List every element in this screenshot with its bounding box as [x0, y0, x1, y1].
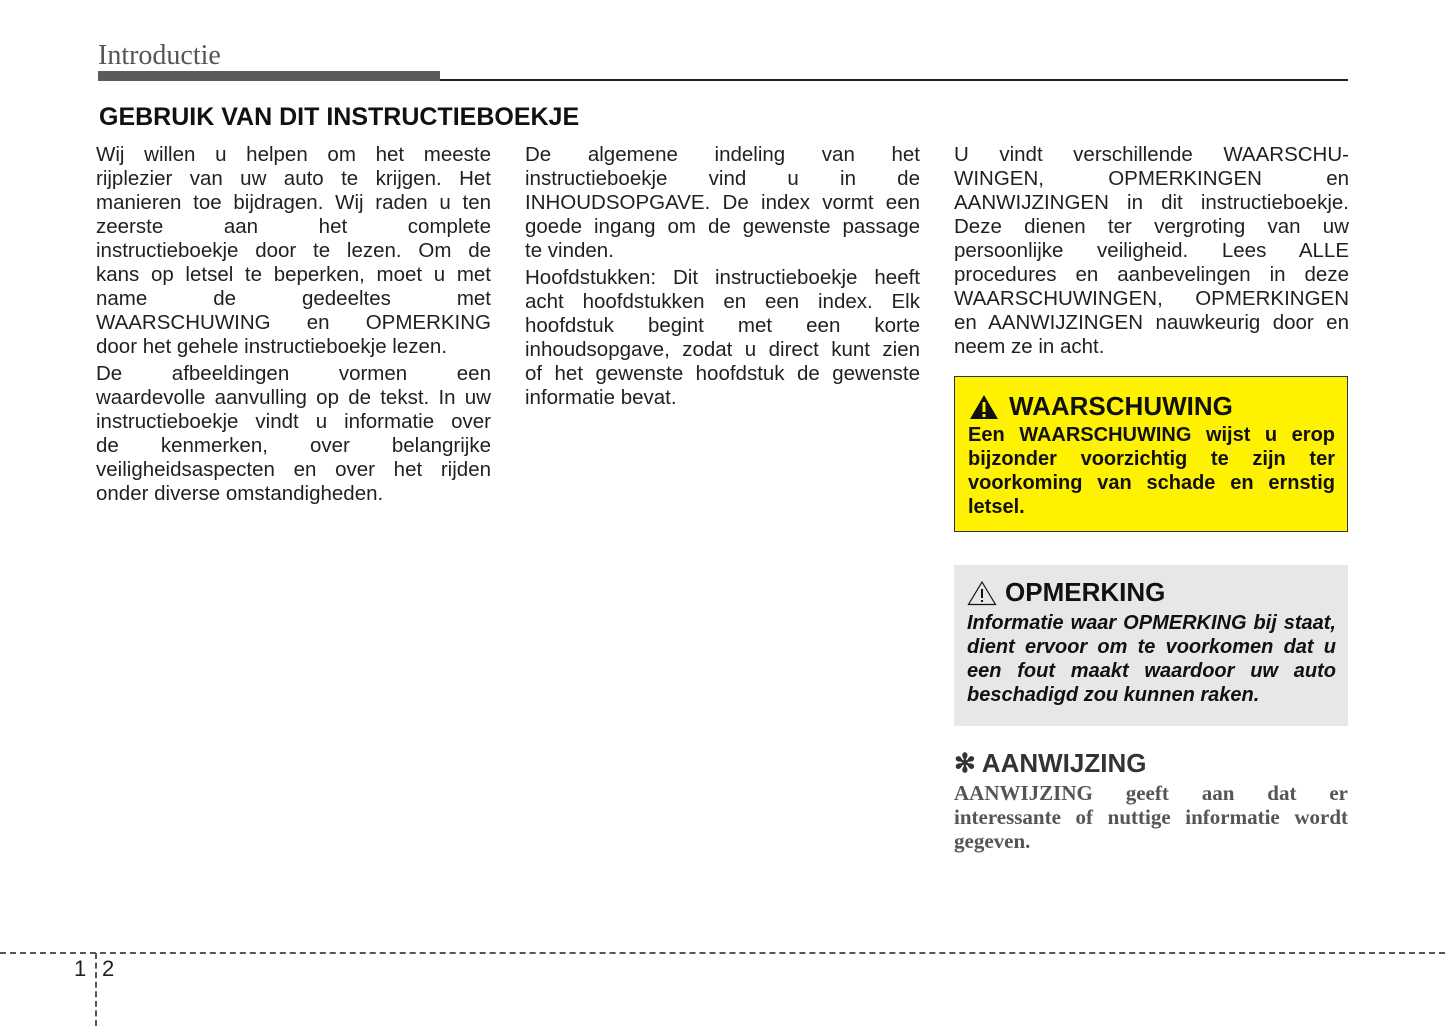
text-line: te vinden.	[525, 239, 614, 262]
text-line: instructieboekje vindt u informatie over	[96, 410, 491, 433]
text-line: onder diverse omstandigheden.	[96, 482, 384, 505]
text-line: kans op letsel te beperken, moet u met	[96, 263, 491, 286]
text-line: persoonlijke veiligheid. Lees ALLE	[954, 239, 1349, 262]
warning-box	[954, 376, 1348, 532]
paragraph	[96, 362, 491, 506]
hint-heading	[954, 748, 1146, 779]
hint-text: AANWIJZING geeft aan dat er interessante of nuttige informatie wordt gegeven.	[954, 781, 1348, 853]
paragraph	[96, 143, 491, 359]
text-column-1	[96, 143, 491, 509]
paragraph	[525, 143, 920, 263]
text-line: goede ingang om de gewenste passage	[525, 215, 920, 238]
text-line: neem ze in acht.	[954, 335, 1105, 358]
text-column-3	[954, 143, 1349, 362]
text-line: veiligheidsaspecten en over het rijden	[96, 458, 491, 481]
text-line: AANWIJZINGEN in dit instructieboekje.	[954, 191, 1349, 214]
footer-page-divider	[95, 953, 97, 1026]
text-line: name de gedeeltes met	[96, 287, 491, 310]
warning-text: Een WAARSCHUWING wijst u erop bijzonder voorzichtig te zijn ter voorkoming van schade en ernstig letsel.	[968, 424, 1335, 518]
text-line: door het gehele instructieboekje lezen.	[96, 335, 448, 358]
text-line: hoofdstuk begint met een korte	[525, 314, 920, 337]
section-title: Introductie	[98, 40, 221, 71]
text-line: rijplezier van uw auto te krijgen. Het	[96, 167, 491, 190]
text-line: Hoofdstukken: Dit instructieboekje heeft	[525, 266, 920, 289]
text-line: acht hoofdstukken en een index. Elk	[525, 290, 920, 313]
text-line: instructieboekje vind u in de	[525, 167, 920, 190]
text-line: of het gewenste hoofdstuk de gewenste	[525, 362, 920, 385]
text-line: WINGEN, OPMERKINGEN en	[954, 167, 1349, 190]
warning-triangle-outline-icon	[967, 580, 997, 606]
text-line: De afbeeldingen vormen een	[96, 362, 491, 385]
text-line: U vindt verschillende WAARSCHU-	[954, 143, 1349, 166]
note-title: OPMERKING	[1005, 577, 1166, 607]
footer-divider	[0, 952, 1445, 954]
text-line: Wij willen u helpen om het meeste	[96, 143, 491, 166]
text-line: en AANWIJZINGEN nauwkeurig door en	[954, 311, 1349, 334]
text-line: procedures en aanbevelingen in deze	[954, 263, 1349, 286]
text-line: waardevolle aanvulling op de tekst. In uw	[96, 386, 491, 409]
text-line: zeerste aan het complete	[96, 215, 491, 238]
text-line: informatie bevat.	[525, 386, 677, 409]
asterisk-icon: ✻	[954, 748, 976, 778]
text-line: Deze dienen ter vergroting van uw	[954, 215, 1349, 238]
warning-title: WAARSCHUWING	[1009, 391, 1233, 421]
note-text: Informatie waar OPMERKING bij staat, dient ervoor om te voorkomen dat u een fout maakt waardoor uw auto beschadigd zou kunnen raken.	[967, 612, 1336, 706]
text-line: instructieboekje door te lezen. Om de	[96, 239, 491, 262]
warning-triangle-filled-icon	[969, 394, 999, 420]
text-line: WAARSCHUWING en OPMERKING	[96, 311, 491, 334]
paragraph	[954, 143, 1349, 359]
note-box	[954, 565, 1348, 726]
text-line: INHOUDSOPGAVE. De index vormt een	[525, 191, 920, 214]
header-bar	[98, 71, 440, 81]
paragraph	[525, 266, 920, 410]
text-column-2	[525, 143, 920, 413]
text-line: de kenmerken, over belangrijke	[96, 434, 491, 457]
hint-title: AANWIJZING	[981, 748, 1147, 778]
text-line: inhoudsopgave, zodat u direct kunt zien	[525, 338, 920, 361]
text-line: WAARSCHUWINGEN, OPMERKINGEN	[954, 287, 1349, 310]
text-line: De algemene indeling van het	[525, 143, 920, 166]
chapter-number: 1	[74, 956, 87, 981]
header-rule	[440, 79, 1348, 81]
text-line: manieren toe bijdragen. Wij raden u ten	[96, 191, 491, 214]
page-number: 2	[102, 956, 115, 981]
page-heading: GEBRUIK VAN DIT INSTRUCTIEBOEKJE	[99, 103, 580, 131]
